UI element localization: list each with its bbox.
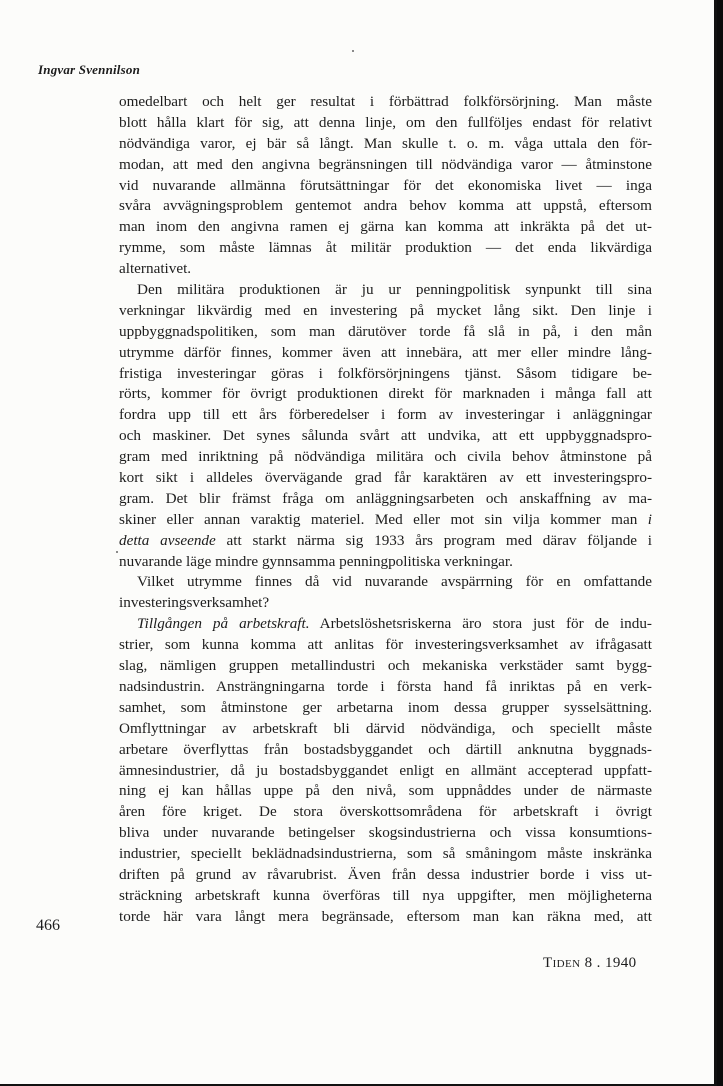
text-line-mixed [119,510,652,531]
text-line: utrymme därför finnes, kommer även att innebära, att mer eller mindre lång- [119,343,652,361]
text-line: nuvarande läge mindre gynnsamma penningpolitiska verkningar. [119,552,513,570]
text-line: rymme, som måste lämnas åt militär produktion — det enda likvärdiga [119,239,652,257]
text-line: investeringsverksamhet? [119,594,270,612]
text-line: fristiga investeringar göras i folkförsörjningens tjänst. Såsom tidigare be- [119,364,652,382]
text-line: nadsindustrin. Ansträngningarna torde i första hand få inriktas på en verk- [119,677,652,695]
text-segment: att starkt närma sig 1933 års program med därav följande i [226,531,652,549]
text-line: åren före kriget. De stora överskottsområdena för arbetskraft i övrigt [119,803,652,821]
running-head-author: Ingvar Svennilson [38,62,141,77]
text-line: Den militära produktionen är ju ur penningpolitisk synpunkt till sina [137,281,652,299]
text-segment: Arbetslöshetsriskerna äro stora just för de indu- [319,615,652,633]
text-line: slag, nämligen gruppen metallindustri och mekaniska verkstäder samt bygg- [119,657,652,675]
text-line: Omflyttningar av arbetskraft bli därvid nödvändiga, och speciellt måste [119,719,652,737]
text-line: alternativet. [119,260,192,278]
text-line: omedelbart och helt ger resultat i förbättrad folkförsörjning. Man måste [119,93,652,110]
issue-number: 8 . 1940 [584,955,637,971]
text-line-mixed [119,614,652,635]
text-line: arbetare överflyttas från bostadsbyggandet och därtill anknutna byggnads- [119,740,652,758]
text-line-mixed [119,531,652,552]
text-line: samhet, som åtminstone ger arbetarna inom dessa grupper sysselsättning. [119,698,652,716]
text-line: ämnesindustrier, då ju bostadsbyggandet enligt en allmänt accepterad uppfatt- [119,761,652,779]
text-line: uppbyggnadspolitiken, som man därutöver torde få slå in på, i den mån [119,322,652,340]
text-line: sträckning arbetskraft kunna överföras till nya uppgifter, men möjligheterna [119,886,652,904]
footer-imprint [543,955,637,972]
text-line: verkningar likvärdig med en investering på mycket lång sikt. Den linje i [119,301,652,319]
text-line: strier, som kunna komma att anlitas för investeringsverksamhet av ifrågasatt [119,636,652,654]
text-line: nödvändiga varor, ej bär så långt. Man skulle t. o. m. våga uttala den för- [119,134,652,152]
text-line: blott hålla klart för sig, att denna linje, om den fullföljes endast för relativt [119,113,652,131]
text-line: man inom den angivna ramen ej gärna kan komma att inkräkta på det ut- [119,218,652,236]
text-line: rörts, kommer för övrigt produktionen direkt för marknaden i många fall att [119,385,652,403]
text-line: torde här vara långt mera begränsade, eftersom man kan räkna med, att [119,907,652,925]
journal-name: Tiden [543,955,581,971]
page-number: 466 [36,917,60,934]
scan-speck [352,50,354,52]
text-line: fordra upp till ett års förberedelser i form av investeringar i anläggningar [119,406,652,424]
section-heading-italic: Tillgången på arbetskraft. [137,615,310,633]
scan-edge [717,0,723,1086]
text-line: vid nuvarande allmänna förutsättningar för det ekonomiska livet — inga [119,176,652,194]
text-line: svåra avvägningsproblem gentemot andra behov komma att uppstå, eftersom [119,197,652,215]
text-line: ning ej kan hållas uppe på den nivå, som uppnåddes under de närmaste [119,782,652,800]
text-line: modan, att med den angivna begränsningen till nödvändiga varor — åtminstone [119,155,652,173]
text-segment: skiner eller annan varaktig materiel. Med eller mot sin vilja kommer man [119,510,638,528]
text-line: driften på grund av råvarubrist. Även från dessa industrier borde i viss ut- [119,865,652,883]
text-line: industrier, speciellt beklädnadsindustrierna, som så småningom måste inskränka [119,845,652,863]
scan-speck [116,551,118,553]
text-line: bliva under nuvarande betingelser skogsindustrierna och vissa konsumtions- [119,824,652,842]
text-line: gram. Det blir främst fråga om anläggningsarbeten och anskaffning av ma- [119,489,652,507]
text-line: gram med inriktning på nödvändiga militära och civila behov åtminstone på [119,448,652,466]
text-line: och maskiner. Det synes sålunda svårt att undvika, att ett uppbyggnadspro- [119,427,652,445]
italic-segment: detta avseende [119,531,216,549]
text-line: kort sikt i alldeles övervägande grad får karaktären av ett investeringspro- [119,469,652,487]
text-line: Vilket utrymme finnes då vid nuvarande avspärrning för en omfattande [137,573,652,591]
italic-segment: i [647,510,653,528]
body-text [119,92,652,928]
